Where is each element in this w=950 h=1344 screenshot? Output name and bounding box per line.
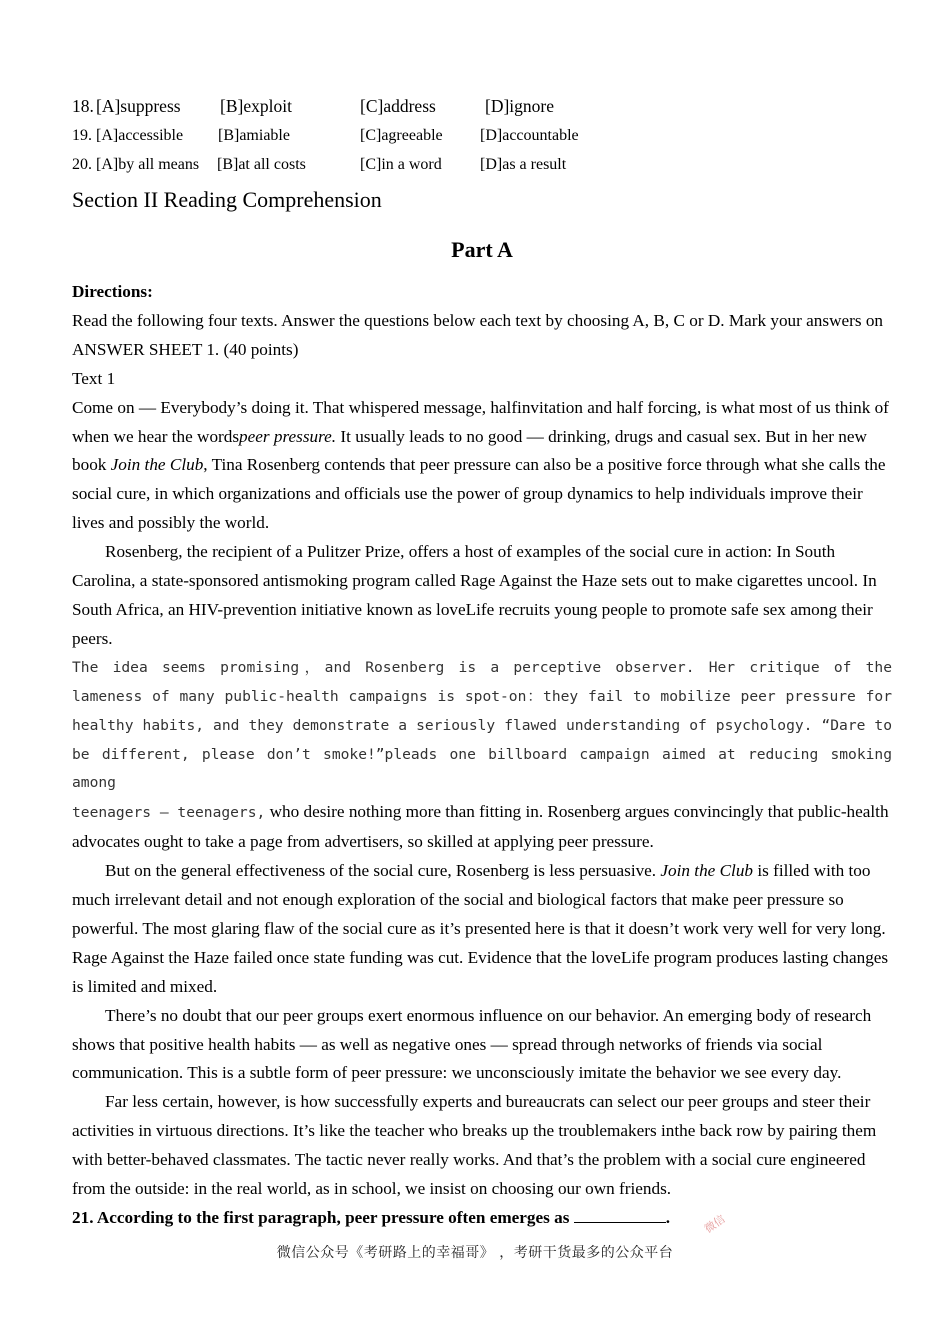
directions-label: Directions: bbox=[72, 282, 153, 301]
paragraph-3-rest: who desire nothing more than fitting in. Rosenberg argues convincingly that public-health advocates ought to take a page from advertisers, so skilled at applying peer pressure. bbox=[72, 802, 889, 852]
book-title: Join the Club bbox=[110, 455, 204, 475]
option-d: [D]accountable bbox=[480, 127, 579, 144]
book-title: Join the Club bbox=[660, 861, 754, 881]
option-c: [C]address bbox=[360, 96, 436, 116]
paragraph-3-mono-tail: teenagers — teenagers, bbox=[72, 804, 266, 822]
options-row-18 bbox=[72, 94, 772, 118]
option-number: 19. bbox=[72, 127, 92, 144]
paragraph-6: Far less certain, however, is how successfully experts and bureaucrats can select our peer groups and steer their activities in virtuous directions. It’s like the teacher who breaks up the troublemakers inthe back row by pairing them with better-behaved classmates. The tactic never really works. And that’s the problem with a social cure engineered from the outside: in the real world, as in school, we insist on choosing our own friends. bbox=[72, 1092, 877, 1199]
text-label: Text 1 bbox=[72, 368, 116, 388]
paragraph-4-part-b: is filled with too much irrelevant detail and not enough exploration of the social and biological factors that make peer pressure so powerful. The most glaring flaw of the social cure as it’s presented here is that it doesn’t work very well for very long. Rage Against the Haze failed once state funding was cut. Evidence that the loveLife program produces lasting changes is limited and mixed. bbox=[72, 861, 889, 996]
paragraph-3-mono: The idea seems promising，and Rosenberg is a perceptive observer. Her critique of the lameness of many public-health campaigns is spot-on：they fail to mobilize peer pressure for healthy habits, and they demonstrate a seriously flawed understanding of psychology. “Dare to be different, please don’t smoke!”pleads one billboard campaign aimed at reducing smoking among bbox=[72, 658, 892, 792]
question-21-text: 21. According to the first paragraph, peer pressure often emerges as bbox=[72, 1208, 574, 1227]
paragraph-5: There’s no doubt that our peer groups exert enormous influence on our behavior. An emerging body of research shows that positive health habits — as well as negative ones — spread through networks of friends via social communication. This is a subtle form of peer pressure: we unconsciously imitate the behavior we see every day. bbox=[72, 1005, 872, 1083]
option-d: [D]as a result bbox=[480, 156, 567, 173]
option-c: [C]agreeable bbox=[360, 127, 443, 144]
option-b: [B]amiable bbox=[218, 127, 290, 144]
directions-text: Read the following four texts. Answer the questions below each text by choosing A, B, C or D. Mark your answers on ANSWER SHEET 1. (40 points) bbox=[72, 310, 884, 359]
option-b: [B]exploit bbox=[220, 96, 292, 116]
paragraph-1-part-c: , Tina Rosenberg contends that peer pressure can also be a positive force through what she calls the social cure, in which organizations and officials use the power of group dynamics to help individuals improve their lives and possibly the world. bbox=[72, 455, 886, 533]
paragraph-1-part-a: Come on — Everybody’s doing it. That whispered message, halfinvitation and half forcing, is what most of us think of when we hear the words bbox=[72, 397, 889, 446]
option-a: [A]accessible bbox=[96, 127, 184, 144]
paragraph-2: Rosenberg, the recipient of a Pulitzer Prize, offers a host of examples of the social cure in action: In South Carolina, a state-sponsored antismoking program called Rage Against the Haze sets out to make cigarettes uncool. In South Africa, an HIV-prevention initiative known as loveLife recruits young people to promote safe sex among their peers. bbox=[72, 542, 877, 648]
options-row-19 bbox=[72, 124, 772, 148]
paragraph-1 bbox=[72, 394, 892, 539]
options-row-20 bbox=[72, 153, 772, 177]
reading-body bbox=[72, 278, 892, 1233]
paragraph-4-part-a: But on the general effectiveness of the social cure, Rosenberg is less persuasive. bbox=[105, 861, 661, 881]
option-a: [A]suppress bbox=[96, 96, 181, 116]
paragraph-1-italic-term: peer pressure. bbox=[239, 426, 337, 446]
question-21 bbox=[72, 1204, 892, 1233]
option-c: [C]in a word bbox=[360, 156, 442, 173]
paragraph-3 bbox=[72, 654, 892, 857]
option-b: [B]at all costs bbox=[217, 156, 306, 173]
paragraph-1-part-b: It usually leads to no good — drinking, drugs and casual sex. But in her new book bbox=[72, 426, 867, 475]
part-title: Part A bbox=[451, 237, 513, 262]
question-21-end: . bbox=[665, 1208, 670, 1227]
option-number: 18. bbox=[72, 96, 94, 116]
section-title: Section II Reading Comprehension bbox=[72, 187, 382, 212]
watermark-stamp: 微信 bbox=[702, 1212, 728, 1236]
footer-note: 微信公众号《考研路上的幸福哥》 ，考研干货最多的公众平台 bbox=[276, 1245, 674, 1261]
paragraph-4 bbox=[72, 857, 892, 1002]
option-d: [D]ignore bbox=[485, 96, 555, 116]
option-number: 20. bbox=[72, 156, 92, 173]
option-a: [A]by all means bbox=[96, 156, 200, 173]
answer-blank bbox=[574, 1204, 666, 1223]
